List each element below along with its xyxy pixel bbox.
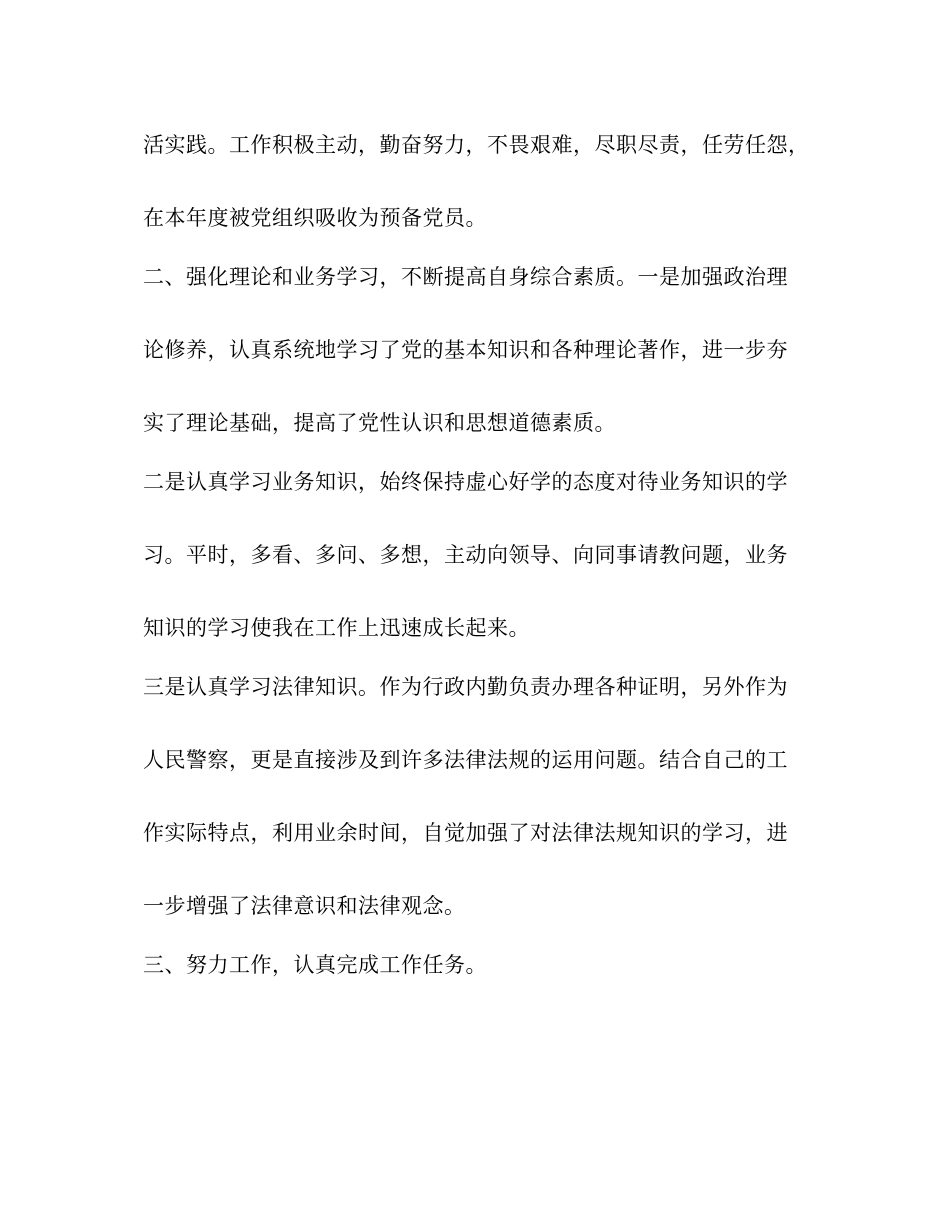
text-line: 人民警察，更是直接涉及到许多法律法规的运用问题。结合自己的工 <box>143 748 788 772</box>
text-line: 实了理论基础，提高了党性认识和思想道德素质。 <box>143 411 616 435</box>
text-line: 一步增强了法律意识和法律观念。 <box>143 894 466 918</box>
text-line: 论修养，认真系统地学习了党的基本知识和各种理论著作，进一步夯 <box>143 338 788 362</box>
text-line: 二是认真学习业务知识，始终保持虚心好学的态度对待业务知识的学 <box>143 470 788 494</box>
text-line: 三、努力工作，认真完成工作任务。 <box>143 953 487 977</box>
text-line: 习。平时，多看、多问、多想，主动向领导、向同事请教问题，业务 <box>143 543 788 567</box>
text-line: 作实际特点，利用业余时间，自觉加强了对法律法规知识的学习，进 <box>143 821 788 845</box>
text-line: 三是认真学习法律知识。作为行政内勤负责办理各种证明，另外作为 <box>143 675 788 699</box>
text-line: 二、强化理论和业务学习，不断提高自身综合素质。一是加强政治理 <box>143 265 788 289</box>
text-line: 知识的学习使我在工作上迅速成长起来。 <box>143 616 530 640</box>
text-line: 活实践。工作积极主动，勤奋努力，不畏艰难，尽职尽责，任劳任怨， <box>143 133 810 157</box>
text-line: 在本年度被党组织吸收为预备党员。 <box>143 206 487 230</box>
